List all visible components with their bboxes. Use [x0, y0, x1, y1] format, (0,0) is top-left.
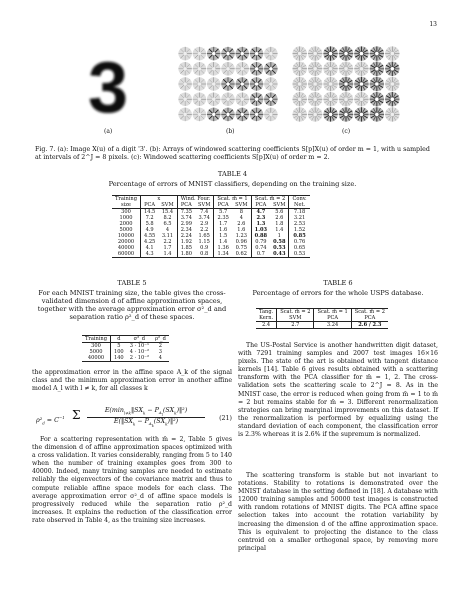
digit-glyph: 3	[87, 48, 129, 122]
scattering-cell	[323, 77, 337, 91]
scattering-cell	[178, 77, 191, 90]
scattering-cell	[250, 47, 263, 60]
t4-h1: Wind. Four.	[177, 196, 214, 203]
scattering-cell	[207, 62, 220, 75]
scattering-cell	[221, 47, 234, 60]
scattering-cell	[236, 47, 249, 60]
t4-cell: 8	[239, 209, 243, 215]
t4-h2: SVM	[158, 202, 177, 209]
scattering-cell	[264, 92, 277, 105]
t4-cell: 2.99	[177, 221, 195, 227]
t4-cell: 1.80	[177, 251, 195, 258]
t4-cell: 1.5	[214, 233, 232, 239]
t4-cell: 2.24	[177, 233, 195, 239]
t4-cell: 0.74	[251, 245, 270, 251]
t6-h2: SVM	[277, 315, 314, 322]
scattering-cell	[264, 62, 277, 75]
t6-cell: 2.7	[277, 322, 314, 329]
t4-cell: 2.3	[251, 215, 270, 221]
scattering-cell	[323, 46, 337, 60]
scattering-cell	[323, 107, 337, 121]
equation-lhs: $\rho^2_d = C^{-1}$	[36, 415, 65, 426]
t4-cell: 1.34	[214, 251, 232, 258]
t5-header: ρ²_d	[152, 336, 169, 343]
t5-cell: 40000	[82, 355, 110, 362]
t6-h1: Scat. m̄ = 2	[351, 309, 388, 316]
t4-h1: Training	[112, 196, 140, 203]
scattering-cell	[207, 92, 220, 105]
t4-cell: 1.3	[251, 221, 270, 227]
scattering-cell	[293, 46, 307, 60]
scattering-cell	[193, 77, 206, 90]
table4-caption: Percentage of errors of MNIST classifiers, depending on the training size.	[108, 180, 357, 188]
scattering-cell	[221, 108, 234, 121]
table5-caption: For each MNIST training size, the table gives the cross-validated dimension d of affine approximation spaces, together with the average approximation error σ²_d and separation ratio ρ²_d of these spaces.	[37, 289, 227, 321]
scattering-cell	[370, 77, 384, 91]
t4-cell: 2.2	[200, 227, 209, 233]
table4	[112, 195, 310, 258]
scattering-cell	[370, 107, 384, 121]
t4-cell: 4.55	[140, 233, 158, 239]
page-number: 13	[429, 21, 437, 28]
t4-cell: 1.15	[198, 239, 210, 245]
t4-h2: SVM	[270, 202, 289, 209]
scattering-cell	[221, 62, 234, 75]
scattering-order2-array	[292, 46, 400, 122]
scattering-cell	[370, 46, 384, 60]
t4-cell: 3.21	[289, 215, 310, 221]
t4-cell: 5.6	[275, 209, 284, 215]
t4-cell: 7.4	[200, 209, 209, 215]
scattering-cell	[236, 92, 249, 105]
t4-cell: 0.62	[232, 251, 251, 258]
t5-row	[82, 355, 169, 362]
t5-cell: 3 · 10⁻¹	[129, 343, 149, 349]
scattering-cell	[178, 47, 191, 60]
t4-cell: 4.25	[140, 239, 158, 245]
t4-cell: 10000	[117, 233, 135, 239]
t6-h2: PCA	[351, 315, 388, 322]
scattering-cell	[264, 47, 277, 60]
left-paragraph-2: For a scattering representation with m̄ = 2, Table 5 gives the dimension d of affine approximation spaces optimized with a cross validation. It varies considerably, ranging from 5 to 140 when the number of training examples goes from 300 to 40000. Indeed, many training samples are needed to estimate reliably the eigenvectors of the covariance matrix and thus to compute reliable affine space models for each class. The average approximation error σ²_d of affine space models is progressively reduced while the separation ratio ρ²_d increases. It explains the reduction of the classification error rate observed in Table 4, as the training size increases.	[32, 436, 232, 524]
t4-cell: 2000	[119, 221, 133, 227]
t4-cell: 0.7	[251, 251, 270, 258]
scattering-cell	[354, 92, 368, 106]
t6-h1: Tang.	[256, 309, 277, 316]
t4-cell: 0.79	[251, 239, 270, 245]
scattering-cell	[221, 77, 234, 90]
t4-cell: 1.65	[198, 233, 210, 239]
equation-denominator: $E(‖SX_k$ − $P_{A_k}(SX_k)‖^2$)	[113, 418, 179, 429]
scattering-cell	[308, 77, 322, 91]
t6-cell: 2.6 / 2.3	[351, 322, 388, 329]
right-paragraph-1: The US-Postal Service is another handwritten digit dataset, with 7291 training samples and 2007 test images 16×16 pixels. The state of the art is obtained with tangent distance kernels [14]. Table 6 gives results obtained with a scattering transform with the PCA classifier for m̄ = 1, 2. The cross-validation sets the scattering scale to 2^J = 8. As in the MNIST case, the error is reduced when going from m̄ = 1 to m̄ = 2 but remains stable for m̄ = 3. Different renormalization strategies can bring marginal improvements on this dataset. If the renormalization is performed by equalizing using the standard deviation of each component, the classification error is 2.3% whereas it is 2.6% if the supremum is normalized.	[238, 342, 438, 439]
t4-cell: 2.2	[163, 239, 172, 245]
scattering-cell	[385, 77, 399, 91]
scattering-cell	[207, 77, 220, 90]
t4-cell: 2.34	[177, 227, 195, 233]
t4-h2: PCA	[177, 202, 195, 209]
t4-cell: 4.7	[251, 209, 270, 216]
scattering-cell	[385, 107, 399, 121]
t4-cell: 0.53	[289, 251, 310, 258]
scattering-cell	[193, 47, 206, 60]
summation-symbol: Σ	[72, 408, 81, 422]
t5-header: d	[110, 336, 126, 343]
scattering-cell	[178, 108, 191, 121]
scattering-cell	[264, 77, 277, 90]
scattering-cell	[354, 77, 368, 91]
t4-h2: Net.	[289, 202, 310, 209]
t4-cell: 0.88	[251, 233, 270, 239]
t4-cell: 0.8	[195, 251, 214, 258]
table6	[256, 308, 388, 329]
t4-cell: 0.96	[235, 239, 248, 245]
subfigure-label-c: (c)	[342, 128, 351, 135]
t4-cell: 7.2	[140, 215, 158, 221]
t4-cell: 0.76	[289, 239, 310, 245]
scattering-cell	[264, 108, 277, 121]
t5-cell: 4	[152, 355, 169, 362]
scattering-cell	[178, 92, 191, 105]
t4-cell: 14.5	[140, 209, 158, 216]
scattering-cell	[339, 77, 353, 91]
scattering-cell	[250, 77, 263, 90]
scattering-cell	[323, 62, 337, 76]
t5-cell: 300	[91, 343, 101, 349]
t5-header: σ²_d	[127, 336, 152, 343]
scattering-cell	[236, 77, 249, 90]
t4-cell: 4.1	[140, 245, 158, 251]
t4-cell: 1.7	[214, 221, 232, 227]
table6-caption: Percentage of errors for the whole USPS database.	[252, 289, 424, 297]
t4-cell: 60000	[112, 251, 140, 258]
t4-cell: 6.5	[163, 221, 172, 227]
t4-cell: 2.6	[275, 215, 284, 221]
scattering-cell	[193, 92, 206, 105]
scattering-cell	[385, 46, 399, 60]
t5-cell: 5000	[89, 349, 103, 355]
scattering-cell	[354, 107, 368, 121]
t4-cell: 7.35	[177, 209, 195, 216]
t4-cell: 1.03	[251, 227, 270, 233]
t4-h2: SVM	[232, 202, 251, 209]
scattering-cell	[178, 62, 191, 75]
figure-caption: Fig. 7. (a): Image X(u) of a digit '3'. (b): Arrays of windowed scattering coefficients S[p]X(u) of order m = 1, with u sampled at intervals of 2^J = 8 pixels. (c): Windowed scattering coefficients S[p]X(u) of order m = 2.	[35, 146, 430, 161]
t4-cell: 2.6	[237, 221, 246, 227]
t4-cell: 4	[239, 215, 243, 221]
scattering-cell	[293, 62, 307, 76]
scattering-cell	[339, 92, 353, 106]
t4-cell: 4	[165, 227, 170, 233]
scattering-cell	[385, 92, 399, 106]
t4-cell: 0.58	[273, 239, 286, 245]
scattering-cell	[193, 62, 206, 75]
t4-cell: 1000	[119, 215, 133, 221]
scattering-cell	[339, 46, 353, 60]
scattering-cell	[236, 62, 249, 75]
scattering-cell	[308, 46, 322, 60]
scattering-cell	[207, 47, 220, 60]
t4-cell: 2.35	[214, 215, 232, 221]
scattering-cell	[250, 108, 263, 121]
equation-number: (21)	[219, 415, 232, 422]
scattering-cell	[370, 62, 384, 76]
t4-cell: 300	[121, 209, 131, 215]
equation-21	[32, 404, 232, 434]
scattering-cell	[354, 46, 368, 60]
t4-h2: PCA	[214, 202, 232, 209]
t5-cell: 2	[158, 343, 163, 349]
t4-cell: 4.3	[140, 251, 158, 258]
t4-h1: Conv.	[289, 196, 310, 203]
right-paragraph-2: The scattering transform is stable but not invariant to rotations. Stability to rotations is demonstrated over the MNIST database in the setting defined in [18]. A database with 12000 training samples and 50000 test images is constructed with random rotations of MNIST digits. The PCA affine space selection takes into account the rotation variability by increasing the dimension d of the affine approximation space. This is equivalent to projecting the distance to the class centroid on a smaller orthogonal space, by removing more principal	[238, 472, 438, 552]
t4-cell: 2.9	[200, 221, 209, 227]
t4-cell: 1.36	[214, 245, 232, 251]
t5-cell: 4 · 10⁻²	[129, 349, 149, 355]
t5-cell: 3	[158, 349, 163, 355]
t4-cell: 1.4	[214, 239, 232, 245]
t4-h1: x	[140, 196, 177, 203]
t4-cell: 1.85	[177, 245, 195, 251]
scattering-cell	[308, 107, 322, 121]
t4-h2: size	[112, 202, 140, 209]
t6-cell: 2.4	[256, 322, 277, 329]
table5	[82, 335, 169, 362]
t4-cell: 3.74	[198, 215, 210, 221]
t4-cell: 1	[277, 233, 281, 239]
scattering-cell	[293, 77, 307, 91]
scattering-cell	[308, 92, 322, 106]
t4-cell: 1.6	[214, 227, 232, 233]
scattering-cell	[339, 107, 353, 121]
t4-cell: 1.23	[235, 233, 248, 239]
scattering-cell	[339, 62, 353, 76]
t4-cell: 5.8	[140, 221, 158, 227]
t4-cell: 3.74	[177, 215, 195, 221]
t4-row	[112, 251, 310, 258]
scattering-cell	[354, 62, 368, 76]
table5-title: TABLE 5	[117, 279, 147, 287]
left-paragraph-1: the approximation error in the affine space A_k of the signal class and the minimum approximation error in another affine model A_l with l ≠ k, for all classes k	[32, 369, 232, 393]
t4-h1: Scat. m̄ = 2	[251, 196, 289, 203]
t6-h1: Scat. m̄ = 1	[314, 309, 351, 316]
subfigure-label-a: (a)	[104, 128, 113, 135]
t6-cell: 3.24	[314, 322, 351, 329]
scattering-cell	[385, 62, 399, 76]
scattering-cell	[323, 92, 337, 106]
t4-h2: PCA	[251, 202, 270, 209]
t6-h2: PCA	[314, 315, 351, 322]
t4-cell: 1.4	[158, 251, 177, 258]
t4-cell: 5.7	[214, 209, 232, 216]
table6-title: TABLE 6	[323, 279, 353, 287]
t4-cell: 8.2	[163, 215, 172, 221]
t4-cell: 3.11	[161, 233, 174, 239]
scattering-order1-array	[178, 46, 278, 122]
t5-cell: 5	[110, 343, 126, 350]
t4-cell: 4.9	[140, 227, 158, 233]
t4-cell: 2.53	[289, 221, 310, 227]
t4-cell: 1.6	[237, 227, 246, 233]
t4-cell: 40000	[117, 245, 135, 251]
t4-cell: 0.85	[289, 233, 310, 239]
t4-cell: 1.92	[177, 239, 195, 245]
t4-cell: 0.75	[235, 245, 248, 251]
t5-cell: 2 · 10⁻²	[127, 355, 152, 362]
scattering-cell	[193, 108, 206, 121]
t4-h2: PCA	[140, 202, 158, 209]
t5-header: Training	[82, 336, 110, 343]
t6-h1: Scat. m̄ = 2	[277, 309, 314, 316]
t4-cell: 0.65	[289, 245, 310, 251]
t5-cell: 140	[110, 355, 126, 362]
scattering-cell	[250, 62, 263, 75]
scattering-cell	[250, 92, 263, 105]
t4-cell: 1.8	[275, 221, 284, 227]
t4-cell: 1.4	[275, 227, 284, 233]
digit-image	[58, 46, 158, 122]
t4-h2: SVM	[195, 202, 214, 209]
t6-h2: Kern.	[256, 315, 277, 322]
scattering-cell	[308, 62, 322, 76]
t4-cell: 7.18	[289, 209, 310, 216]
scattering-cell	[293, 92, 307, 106]
t4-cell: 0.43	[270, 251, 289, 258]
t4-cell: 1.7	[163, 245, 172, 251]
t4-h1: Scat. m̄ = 1	[214, 196, 251, 203]
scattering-cell	[293, 107, 307, 121]
scattering-cell	[207, 108, 220, 121]
t5-cell: 100	[110, 349, 126, 355]
t4-cell: 0.9	[200, 245, 209, 251]
subfigure-label-b: (b)	[226, 128, 235, 135]
t4-cell: 20000	[117, 239, 135, 245]
scattering-cell	[221, 92, 234, 105]
t4-cell: 1.52	[289, 227, 310, 233]
t4-cell: 5000	[119, 227, 133, 233]
scattering-cell	[236, 108, 249, 121]
t4-cell: 15.4	[161, 209, 174, 215]
table4-title: TABLE 4	[217, 170, 248, 178]
scattering-cell	[370, 92, 384, 106]
equation-numerator: $E(\min_{l\ne k}‖SX_k$ − $P_{A_l}(SX_k)‖^2$)	[87, 407, 205, 418]
t4-cell: 0.53	[273, 245, 286, 251]
